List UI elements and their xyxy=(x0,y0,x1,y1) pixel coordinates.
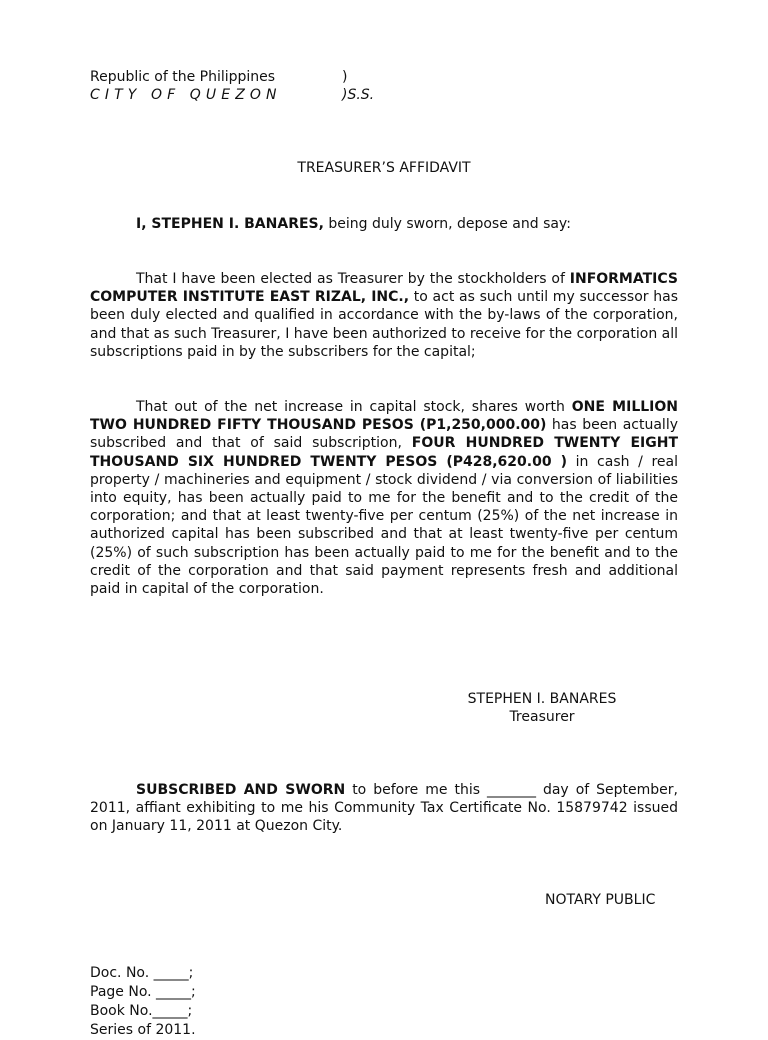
signature-name: STEPHEN I. BANARES xyxy=(467,691,617,707)
para1-text-a: That I have been elected as Treasurer by the stockholders of xyxy=(136,271,570,287)
para1-text-b: to act as such until my successor has been duly elected and qualified in accordance with the by-laws of the corporation, and that as such Treasurer, I have been authorized to receive for the corporation all subscriptions paid in by the subscribers for the capital; xyxy=(90,289,679,360)
series: Series of 2011. xyxy=(90,1022,196,1038)
venue-republic: Republic of the Philippines xyxy=(90,69,276,85)
book-no: Book No._____; xyxy=(90,1003,193,1019)
signature-role: Treasurer xyxy=(509,709,575,725)
venue-city-line xyxy=(90,86,374,104)
venue-republic-line xyxy=(90,68,347,86)
para2-text-a: That out of the net increase in capital stock, shares worth xyxy=(136,399,572,415)
para2-text-b: has been actually subscribed and that of said subscription, xyxy=(90,417,678,452)
page-no: Page No. _____; xyxy=(90,984,196,1000)
intro-statement xyxy=(90,215,678,233)
venue-city: CITY OF QUEZON xyxy=(90,87,282,103)
venue-paren: ) xyxy=(342,69,348,85)
document-title: TREASURER’S AFFIDAVIT xyxy=(297,160,471,176)
para2-text-c: in cash / real property / machineries and equipment / stock dividend / via conversion of liabilities into equity, has been actually paid to me for the benefit and to the credit of the corporation; and that at least twenty-five per centum (25%) of the net increase in authorized capital has been subscribed and that at least twenty-five per centum (25%) of such subscription has been actually paid to me for the benefit and to the credit of the corporation and that said payment represents fresh and additional paid in capital of the corporation. xyxy=(90,453,678,598)
intro-text: being duly sworn, depose and say: xyxy=(323,216,571,232)
paid-amount: FOUR HUNDRED TWENTY EIGHT THOUSAND SIX HUNDRED TWENTY PESOS (P428,620.00 ) xyxy=(90,435,678,470)
jurat-lead: SUBSCRIBED AND SWORN xyxy=(136,782,346,798)
jurat-text: to before me this _______ day of September, 2011, affiant exhibiting to me his Community Tax Certificate No. 15879742 issued on January 11, 2011 at Quezon City. xyxy=(90,782,678,835)
company-name: INFORMATICS COMPUTER INSTITUTE EAST RIZAL, INC., xyxy=(90,271,678,306)
paragraph-election xyxy=(90,270,678,361)
venue-ss: )S.S. xyxy=(342,87,375,103)
notary-public-label: NOTARY PUBLIC xyxy=(545,892,656,908)
paragraph-subscription xyxy=(90,398,678,598)
affiant-name: I, STEPHEN I. BANARES, xyxy=(136,216,324,232)
doc-no: Doc. No. _____; xyxy=(90,965,194,981)
subscribed-amount: ONE MILLION TWO HUNDRED FIFTY THOUSAND PESOS (P1,250,000.00) xyxy=(90,399,678,434)
jurat-paragraph xyxy=(90,781,678,836)
